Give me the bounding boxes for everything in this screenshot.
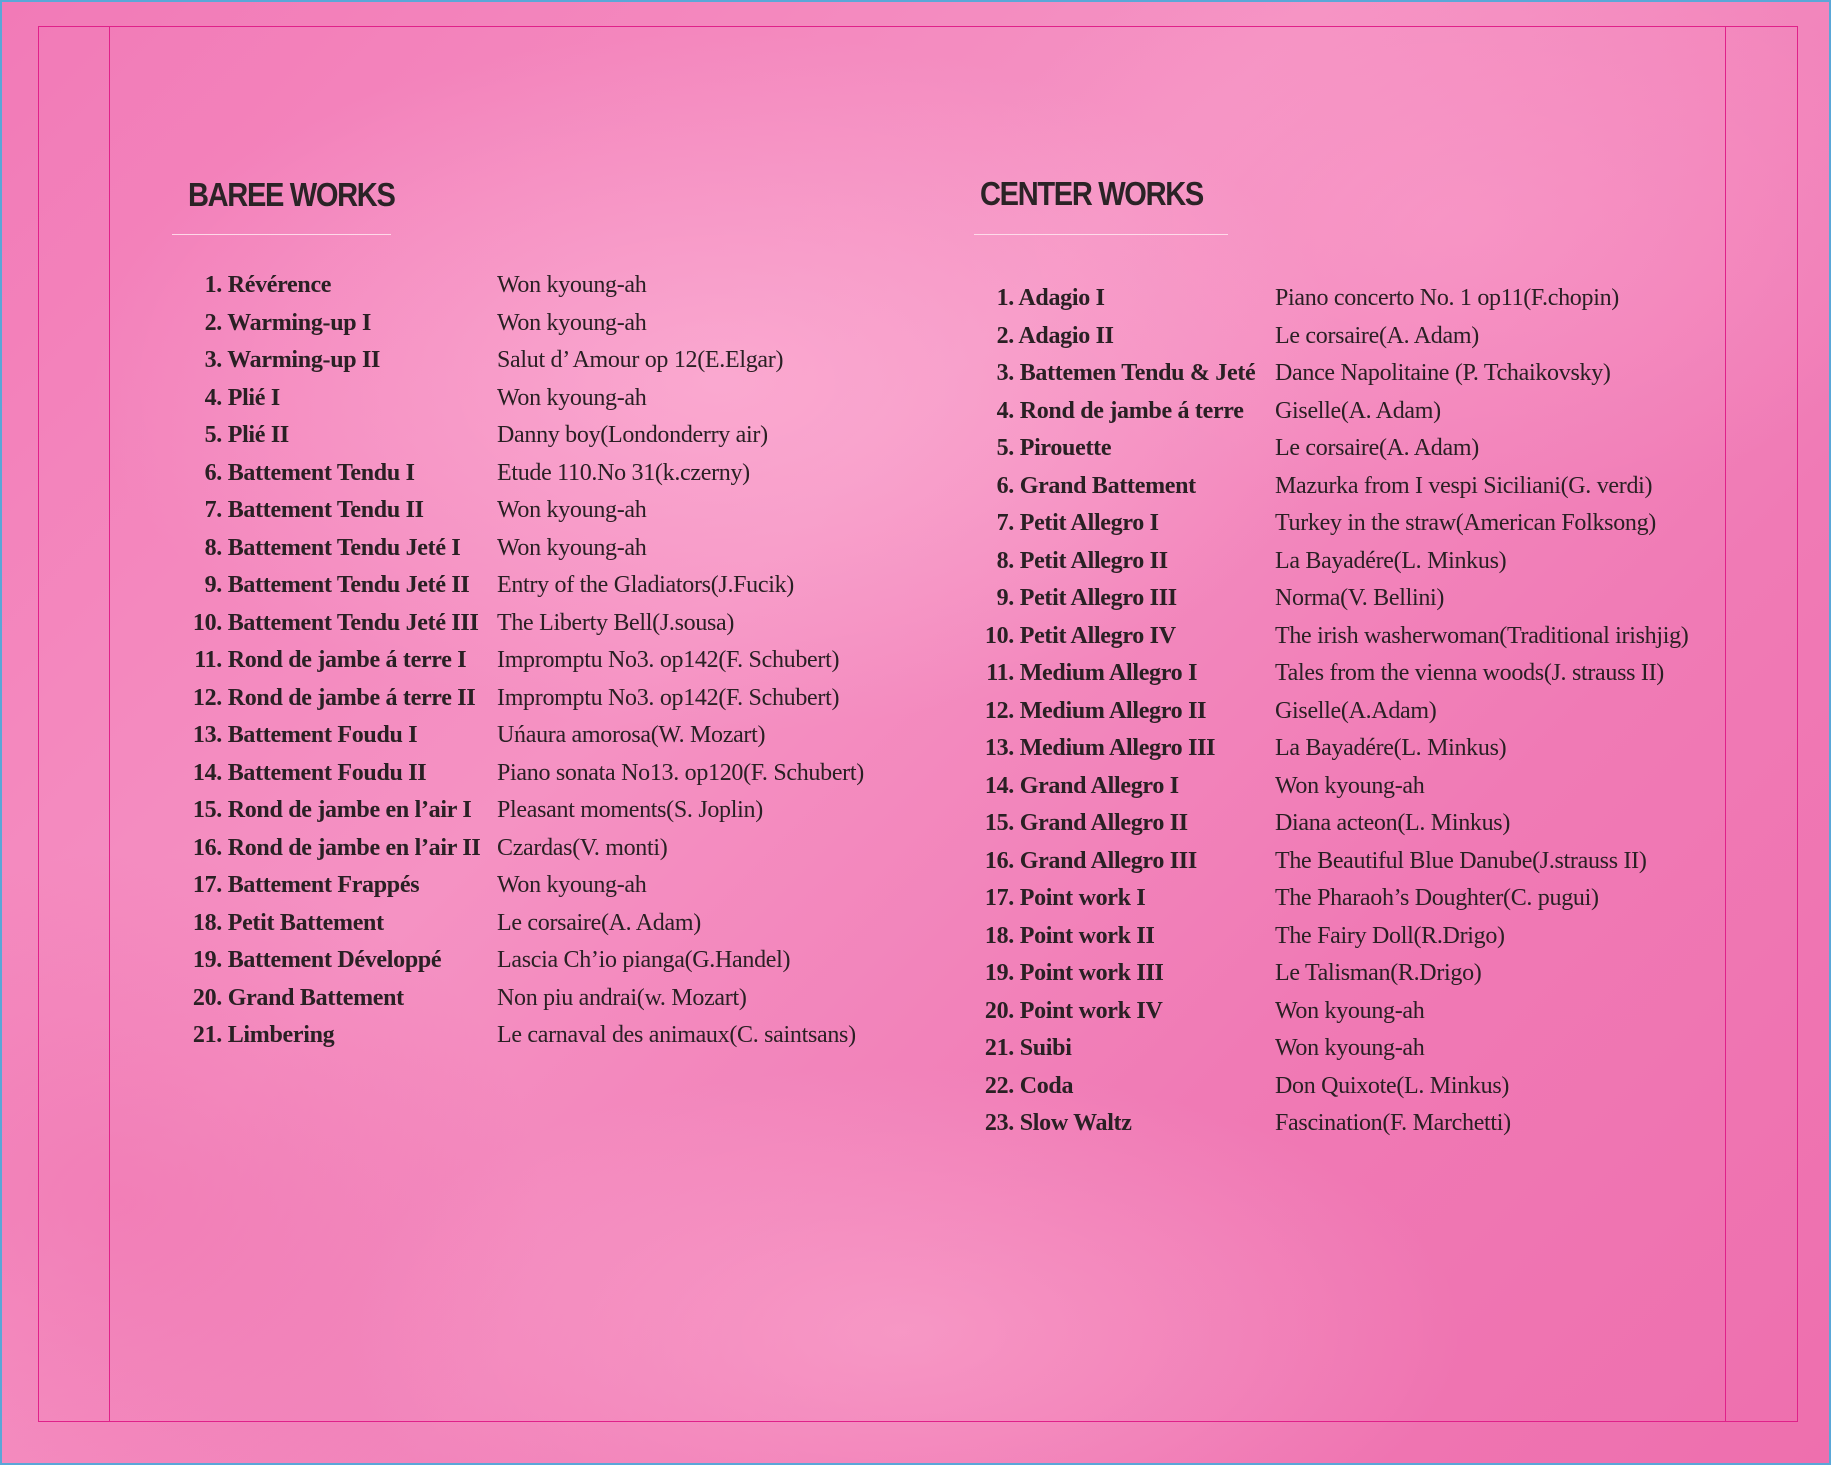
track-title — [188, 980, 404, 1018]
track-composer: Non piu andrai(w. Mozart) — [497, 984, 747, 1011]
track-title — [980, 768, 1179, 806]
track-title — [188, 905, 384, 943]
track-number: 4. — [204, 384, 222, 411]
track-composer: Fascination(F. Marchetti) — [1275, 1110, 1511, 1136]
track-composer: Turkey in the straw(American Folksong) — [1275, 510, 1656, 536]
track-name: Grand Battement — [1019, 472, 1196, 499]
track-composer: Lascia Ch’io pianga(G.Handel) — [497, 947, 791, 973]
track-number: 19. — [192, 947, 222, 973]
track-title — [980, 730, 1215, 768]
track-name: Grand Allegro II — [1019, 810, 1188, 836]
track-name: Medium Allegro III — [1019, 735, 1216, 761]
track-title — [980, 1068, 1073, 1106]
track-number: 13. — [984, 735, 1014, 761]
track-composer: The irish washerwoman(Traditional irishjig) — [1275, 622, 1689, 649]
track-number: 1. — [996, 285, 1014, 311]
track-title — [980, 468, 1196, 506]
track-title — [188, 567, 469, 605]
track-title — [188, 342, 380, 380]
track-composer: Won kyoung-ah — [1275, 1035, 1425, 1061]
track-number: 3. — [996, 360, 1014, 386]
track-composer: The Liberty Bell(J.sousa) — [497, 609, 735, 636]
track-composer: La Bayadére(L. Minkus) — [1275, 547, 1507, 574]
track-composer: Pleasant moments(S. Joplin) — [497, 797, 763, 823]
track-title — [188, 680, 475, 718]
track-title — [980, 1105, 1132, 1143]
track-name: Rond de jambe á terre I — [227, 647, 467, 673]
track-name: Point work IV — [1019, 997, 1163, 1024]
track-number: 12. — [192, 684, 222, 711]
track-title — [980, 430, 1111, 468]
track-number: 19. — [984, 960, 1014, 986]
track-number: 2. — [996, 322, 1014, 349]
track-number: 8. — [996, 547, 1014, 574]
track-name: Adagio II — [1018, 322, 1114, 349]
track-title — [188, 267, 331, 305]
track-composer: Impromptu No3. op142(F. Schubert) — [497, 647, 840, 673]
track-title — [980, 318, 1114, 356]
track-name: Petit Battement — [227, 909, 384, 936]
track-title — [980, 693, 1206, 731]
track-name: Petit Allegro III — [1019, 585, 1177, 611]
track-number: 2. — [204, 309, 222, 336]
track-title — [188, 755, 426, 793]
track-number: 3. — [204, 347, 222, 373]
track-name: Battement Tendu I — [227, 459, 415, 486]
track-number: 11. — [986, 660, 1014, 686]
track-number: 17. — [984, 885, 1014, 911]
track-name: Suibi — [1019, 1035, 1072, 1061]
track-name: Limbering — [227, 1022, 335, 1048]
track-title — [188, 455, 415, 493]
track-composer: Won kyoung-ah — [497, 534, 647, 561]
track-composer: The Pharaoh’s Doughter(C. pugui) — [1275, 885, 1599, 911]
track-name: Adagio I — [1018, 285, 1105, 311]
track-number: 14. — [192, 759, 222, 786]
track-composer: The Fairy Doll(R.Drigo) — [1275, 922, 1505, 949]
track-composer: Piano sonata No13. op120(F. Schubert) — [497, 759, 864, 786]
track-number: 7. — [204, 497, 222, 523]
track-number: 4. — [996, 397, 1014, 424]
track-number: 8. — [204, 534, 222, 561]
track-title — [188, 942, 441, 980]
track-name: Rond de jambe en l’air I — [227, 797, 472, 823]
track-composer: Le Talisman(R.Drigo) — [1275, 960, 1482, 986]
track-number: 12. — [984, 697, 1014, 724]
track-title — [188, 417, 289, 455]
track-composer: Le corsaire(A. Adam) — [1275, 322, 1479, 349]
track-title — [188, 605, 479, 643]
track-number: 5. — [204, 422, 222, 448]
track-number: 21. — [984, 1035, 1014, 1061]
track-title — [980, 543, 1168, 581]
track-title — [188, 530, 460, 568]
track-number: 23. — [984, 1110, 1014, 1136]
track-title — [188, 492, 424, 530]
track-composer: Etude 110.No 31(k.czerny) — [497, 459, 750, 486]
track-name: Grand Battement — [227, 984, 404, 1011]
track-name: Plié I — [227, 384, 280, 411]
track-composer: Uńaura amorosa(W. Mozart) — [497, 722, 766, 748]
track-composer: Giselle(A. Adam) — [1275, 397, 1441, 424]
track-number: 20. — [192, 984, 222, 1011]
track-name: Battement Tendu Jeté III — [227, 609, 479, 636]
track-number: 17. — [192, 872, 222, 898]
track-name: Medium Allegro I — [1019, 660, 1198, 686]
track-number: 16. — [984, 847, 1014, 874]
track-name: Warming-up II — [227, 347, 381, 373]
track-number: 6. — [996, 472, 1014, 499]
baree-title-underline — [172, 234, 391, 235]
track-composer: Tales from the vienna woods(J. strauss II) — [1275, 660, 1664, 686]
track-composer: Piano concerto No. 1 op11(F.chopin) — [1275, 285, 1619, 311]
track-name: Warming-up I — [227, 309, 372, 336]
track-name: Medium Allegro II — [1019, 697, 1207, 724]
track-number: 16. — [192, 834, 222, 861]
track-composer: Won kyoung-ah — [497, 309, 647, 336]
track-composer: Won kyoung-ah — [497, 384, 647, 411]
center-works-title: CENTER WORKS — [980, 175, 1203, 212]
track-name: Rond de jambe á terre II — [227, 684, 476, 711]
track-composer: Entry of the Gladiators(J.Fucik) — [497, 572, 794, 598]
track-composer: Czardas(V. monti) — [497, 834, 668, 861]
track-name: Petit Allegro I — [1019, 510, 1159, 536]
track-composer: Le carnaval des animaux(C. saintsans) — [497, 1022, 856, 1048]
track-number: 15. — [984, 810, 1014, 836]
track-name: Rond de jambe en l’air II — [227, 834, 481, 861]
track-name: Petit Allegro II — [1019, 547, 1168, 574]
track-title — [980, 355, 1255, 393]
track-name: Révérence — [227, 272, 332, 298]
track-composer: Le corsaire(A. Adam) — [1275, 435, 1479, 461]
track-number: 11. — [194, 647, 222, 673]
track-composer: Mazurka from I vespi Siciliani(G. verdi) — [1275, 472, 1653, 499]
track-composer: Won kyoung-ah — [497, 272, 647, 298]
track-name: Battement Frappés — [227, 872, 420, 898]
track-composer: La Bayadére(L. Minkus) — [1275, 735, 1507, 761]
track-name: Point work I — [1019, 885, 1146, 911]
track-number: 18. — [192, 909, 222, 936]
track-name: Slow Waltz — [1019, 1110, 1132, 1136]
track-number: 10. — [192, 609, 222, 636]
track-name: Battement Tendu II — [227, 497, 424, 523]
track-number: 21. — [192, 1022, 222, 1048]
track-composer: Impromptu No3. op142(F. Schubert) — [497, 684, 840, 711]
center-title-underline — [974, 234, 1228, 235]
track-number: 22. — [984, 1072, 1014, 1099]
track-title — [188, 717, 417, 755]
track-number: 13. — [192, 722, 222, 748]
track-name: Point work II — [1019, 922, 1155, 949]
track-composer: Diana acteon(L. Minkus) — [1275, 810, 1511, 836]
track-composer: Salut d’ Amour op 12(E.Elgar) — [497, 347, 784, 373]
track-number: 10. — [984, 622, 1014, 649]
track-title — [980, 655, 1197, 693]
track-name: Petit Allegro IV — [1019, 622, 1176, 649]
track-composer: Danny boy(Londonderry air) — [497, 422, 768, 448]
track-title — [188, 867, 419, 905]
left-fold-line — [109, 26, 110, 1422]
track-title — [980, 955, 1164, 993]
track-title — [980, 993, 1162, 1031]
track-title — [188, 642, 466, 680]
track-number: 20. — [984, 997, 1014, 1024]
track-name: Plié II — [227, 422, 289, 448]
track-name: Rond de jambe á terre — [1019, 397, 1244, 424]
track-name: Grand Allegro III — [1019, 847, 1197, 874]
track-composer: Giselle(A.Adam) — [1275, 697, 1437, 724]
track-name: Battement Tendu Jeté I — [227, 534, 461, 561]
track-composer: Won kyoung-ah — [497, 872, 647, 898]
track-title — [980, 843, 1197, 881]
track-number: 15. — [192, 797, 222, 823]
track-number: 1. — [204, 272, 222, 298]
track-composer: The Beautiful Blue Danube(J.strauss II) — [1275, 847, 1647, 874]
track-composer: Won kyoung-ah — [1275, 772, 1425, 799]
track-title — [980, 280, 1105, 318]
track-title — [980, 580, 1177, 618]
track-title — [188, 792, 471, 830]
track-name: Grand Allegro I — [1019, 772, 1179, 799]
track-name: Battement Foudu II — [227, 759, 427, 786]
track-number: 6. — [204, 459, 222, 486]
track-title — [980, 805, 1188, 843]
track-composer: Le corsaire(A. Adam) — [497, 909, 701, 936]
track-composer: Won kyoung-ah — [497, 497, 647, 523]
track-name: Battement Foudu I — [227, 722, 418, 748]
track-name: Battemen Tendu & Jeté — [1019, 360, 1256, 386]
track-number: 9. — [204, 572, 222, 598]
track-number: 18. — [984, 922, 1014, 949]
track-title — [188, 830, 480, 868]
track-title — [188, 305, 371, 343]
track-name: Coda — [1019, 1072, 1074, 1099]
track-number: 9. — [996, 585, 1014, 611]
track-name: Pirouette — [1019, 435, 1112, 461]
track-title — [980, 618, 1176, 656]
track-composer: Won kyoung-ah — [1275, 997, 1425, 1024]
track-title — [980, 918, 1154, 956]
track-title — [980, 505, 1159, 543]
right-fold-line — [1725, 26, 1726, 1422]
track-number: 7. — [996, 510, 1014, 536]
track-title — [980, 1030, 1072, 1068]
track-title — [980, 393, 1244, 431]
track-composer: Norma(V. Bellini) — [1275, 585, 1445, 611]
track-number: 14. — [984, 772, 1014, 799]
track-composer: Dance Napolitaine (P. Tchaikovsky) — [1275, 360, 1611, 386]
track-title — [188, 380, 280, 418]
baree-works-title: BAREE WORKS — [188, 176, 395, 213]
track-name: Battement Tendu Jeté II — [227, 572, 470, 598]
track-composer: Don Quixote(L. Minkus) — [1275, 1072, 1510, 1099]
track-name: Battement Développé — [227, 947, 442, 973]
track-name: Point work III — [1019, 960, 1164, 986]
track-number: 5. — [996, 435, 1014, 461]
track-title — [980, 880, 1145, 918]
track-title — [188, 1017, 334, 1055]
